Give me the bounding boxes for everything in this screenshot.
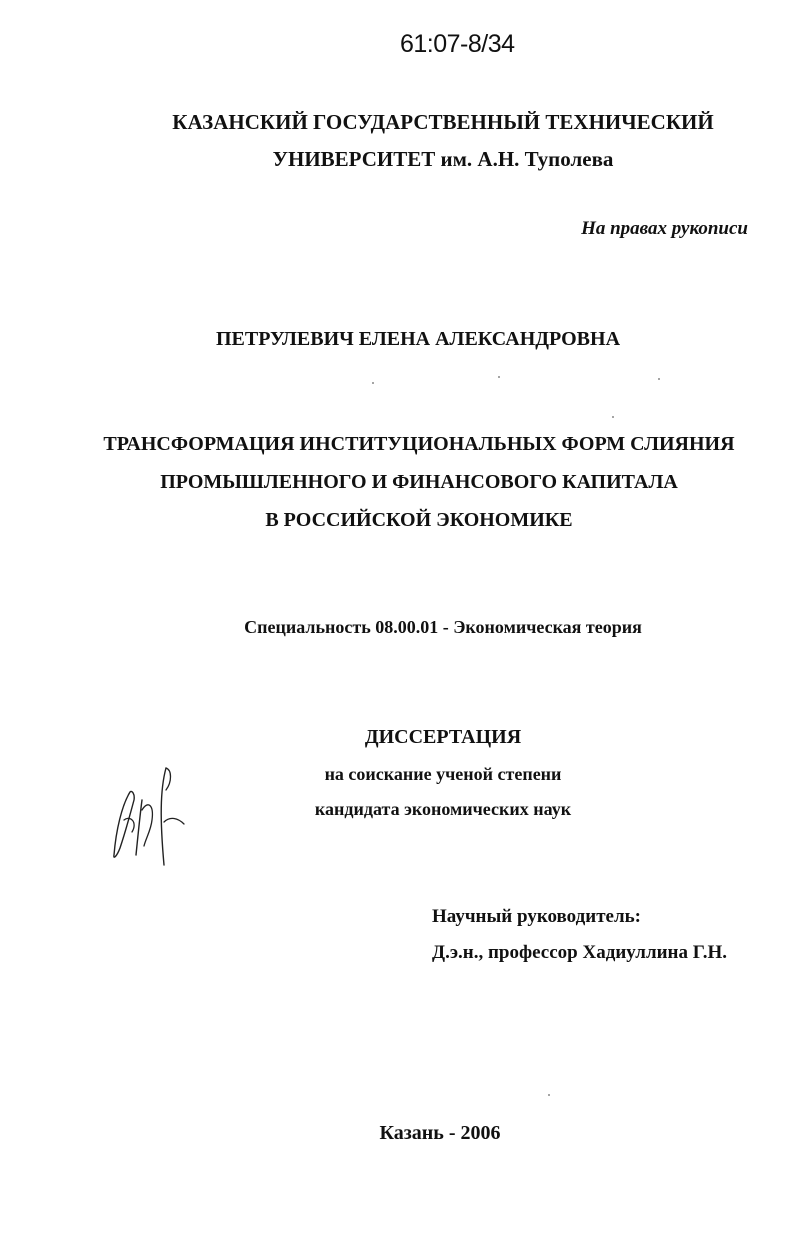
- scan-speck: [498, 376, 500, 378]
- supervisor-name: Д.э.н., профессор Хадиуллина Г.Н.: [432, 942, 727, 963]
- scan-speck: [658, 378, 660, 380]
- degree-line-2: кандидата экономических наук: [314, 799, 572, 819]
- author-name: ПЕТРУЛЕВИЧ ЕЛЕНА АЛЕКСАНДРОВНА: [215, 328, 621, 350]
- university-name-line-2: УНИВЕРСИТЕТ им. А.Н. Туполева: [272, 147, 614, 171]
- document-type: ДИССЕРТАЦИЯ: [364, 726, 522, 748]
- scan-speck: [612, 416, 614, 418]
- scan-speck: [548, 1094, 550, 1096]
- scan-speck: [372, 382, 374, 384]
- thesis-title-line-3: В РОССИЙСКОЙ ЭКОНОМИКЕ: [265, 509, 573, 531]
- degree-line-1: на соискание ученой степени: [324, 764, 562, 784]
- city-and-year: Казань - 2006: [379, 1122, 501, 1144]
- specialty: Специальность 08.00.01 - Экономическая теория: [244, 617, 642, 637]
- university-name-line-1: КАЗАНСКИЙ ГОСУДАРСТВЕННЫЙ ТЕХНИЧЕСКИЙ: [172, 110, 714, 134]
- handwritten-signature: [108, 760, 188, 870]
- supervisor-label: Научный руководитель:: [432, 906, 641, 927]
- archive-code: 61:07-8/34: [400, 30, 515, 58]
- thesis-title-line-2: ПРОМЫШЛЕННОГО И ФИНАНСОВОГО КАПИТАЛА: [160, 471, 678, 493]
- thesis-title-line-1: ТРАНСФОРМАЦИЯ ИНСТИТУЦИОНАЛЬНЫХ ФОРМ СЛИЯНИЯ: [103, 433, 735, 455]
- manuscript-rights-note: На правах рукописи: [581, 218, 748, 239]
